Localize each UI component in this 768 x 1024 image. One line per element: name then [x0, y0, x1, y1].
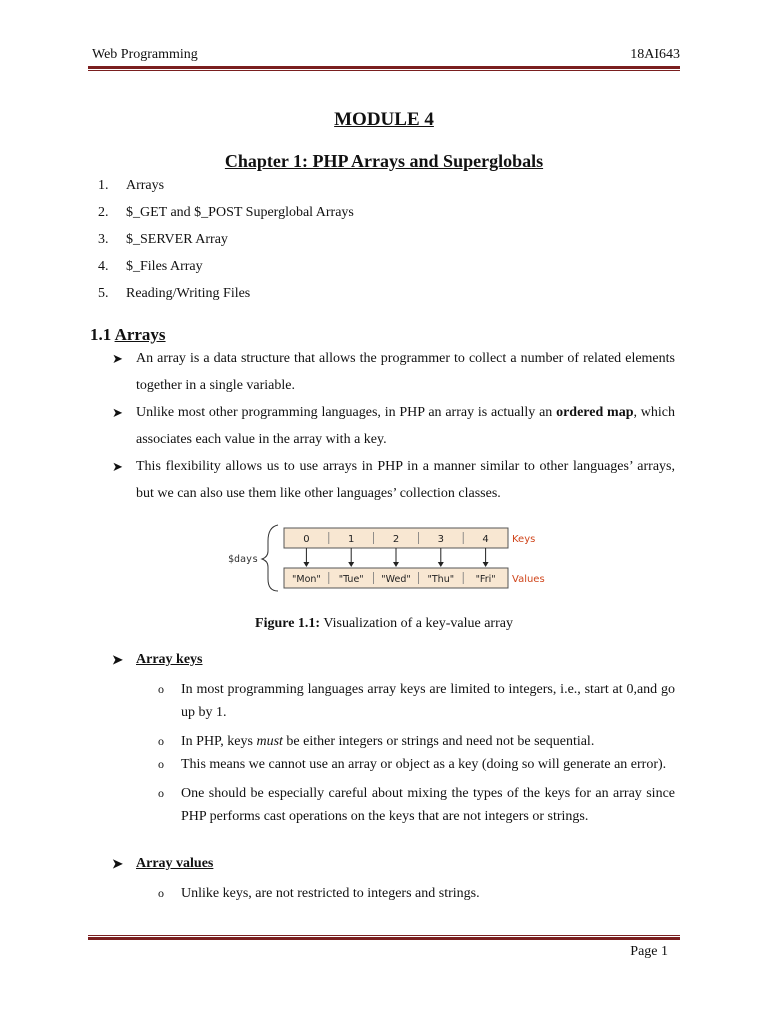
figure-brace — [262, 525, 278, 591]
circle-bullet-icon: o — [158, 757, 164, 771]
module-title: MODULE 4 — [334, 109, 434, 130]
arrow-head — [393, 562, 399, 567]
list-item-text — [181, 730, 675, 753]
value-cell: "Mon" — [292, 574, 321, 585]
bullet-text: This flexibility allows us to use arrays in PHP in a manner similar to other languages’ arrays, but we can also use them like other languages’ collection classes. — [136, 459, 675, 501]
list-item-text: One should be especially careful about mixing the types of the keys for an array since PHP performs cast operations on the keys that are not integers or strings. — [181, 786, 675, 824]
caption-label: Figure 1.1: — [255, 616, 321, 631]
bullet-item — [112, 346, 675, 399]
arrow-head — [483, 562, 489, 567]
toc-text: $_SERVER Array — [126, 232, 228, 247]
bullet-item — [112, 400, 675, 453]
key-cell: 3 — [437, 534, 444, 545]
toc-item — [98, 203, 354, 230]
arrow-bullet-icon: ➤ — [112, 459, 123, 474]
key-cell: 0 — [303, 534, 310, 545]
bullet-text-part: Unlike most other programming languages, in PHP an array is actually an — [136, 405, 557, 420]
key-cell: 4 — [482, 534, 489, 545]
toc-item — [98, 257, 354, 284]
bullet-item — [112, 454, 675, 507]
arrow-head — [438, 562, 444, 567]
toc-item — [98, 284, 354, 311]
circle-bullet-icon: o — [158, 734, 164, 748]
toc-number: 1. — [98, 178, 109, 193]
ordered-map-term: ordered map — [556, 405, 634, 420]
toc-text: Reading/Writing Files — [126, 286, 251, 301]
value-cell: "Tue" — [338, 574, 364, 585]
figure-variable-name: $days — [228, 554, 259, 565]
toc-item — [98, 176, 354, 203]
list-text-part: In PHP, keys — [181, 734, 257, 749]
list-item — [158, 730, 675, 753]
array-keys-title: Array keys — [136, 652, 203, 667]
circle-bullet-icon: o — [158, 886, 164, 900]
page-number: Page 1 — [630, 944, 668, 959]
toc-number: 4. — [98, 259, 109, 274]
arrow-head — [348, 562, 354, 567]
section-title: Arrays — [114, 325, 166, 344]
list-item — [158, 753, 675, 776]
keys-label: Keys — [512, 534, 536, 545]
must-emphasis: must — [256, 734, 283, 749]
arrow-bullet-icon: ➤ — [112, 351, 123, 366]
toc-text: Arrays — [126, 178, 165, 193]
toc-text: $_Files Array — [126, 259, 203, 274]
list-item-text: In most programming languages array keys are limited to integers, i.e., start at 0,and go up by 1. — [181, 682, 675, 720]
value-cell: "Wed" — [381, 574, 411, 585]
header-course-code: 18AI643 — [630, 47, 680, 62]
array-keys-list — [158, 678, 675, 828]
toc-number: 3. — [98, 232, 109, 247]
figure-caption — [0, 616, 768, 632]
value-cell: "Thu" — [427, 574, 455, 585]
list-item-text: Unlike keys, are not restricted to integers and strings. — [181, 886, 480, 901]
key-cell: 1 — [348, 534, 355, 545]
circle-bullet-icon: o — [158, 786, 164, 800]
array-values-heading — [112, 856, 213, 872]
toc-number: 5. — [98, 286, 109, 301]
arrow-bullet-icon: ➤ — [112, 652, 123, 667]
key-value-array-figure — [226, 521, 546, 595]
toc-item — [98, 230, 354, 257]
footer-rule — [88, 935, 680, 940]
section-number: 1.1 — [90, 325, 115, 344]
circle-bullet-icon: o — [158, 682, 164, 696]
array-values-title: Array values — [136, 856, 214, 871]
intro-bullets — [112, 346, 675, 508]
arrow-bullet-icon: ➤ — [112, 856, 123, 871]
arrow-bullet-icon: ➤ — [112, 405, 123, 420]
header-course-title: Web Programming — [92, 47, 198, 62]
list-item — [158, 678, 675, 724]
toc-text: $_GET and $_POST Superglobal Arrays — [126, 205, 354, 220]
chapter-title: Chapter 1: PHP Arrays and Superglobals — [224, 151, 544, 171]
array-values-list — [158, 882, 675, 905]
header-rule — [88, 66, 680, 71]
list-item — [158, 782, 675, 828]
arrow-head — [303, 562, 309, 567]
list-text-part: be either integers or strings and need not be sequential. — [282, 734, 595, 749]
section-heading — [90, 325, 166, 345]
bullet-text-part: , which associates each value in the array with a key. — [136, 405, 676, 447]
toc-list — [98, 176, 354, 311]
array-keys-heading — [112, 652, 203, 668]
bullet-text: An array is a data structure that allows the programmer to collect a number of related elements together in a single variable. — [136, 351, 675, 393]
values-label: Values — [512, 574, 545, 585]
toc-number: 2. — [98, 205, 109, 220]
caption-text: Visualization of a key-value array — [320, 616, 513, 631]
list-item — [158, 882, 675, 905]
list-item-text: This means we cannot use an array or object as a key (doing so will generate an error). — [181, 757, 667, 772]
value-cell: "Fri" — [475, 574, 496, 585]
bullet-text — [136, 400, 675, 453]
key-cell: 2 — [392, 534, 400, 545]
